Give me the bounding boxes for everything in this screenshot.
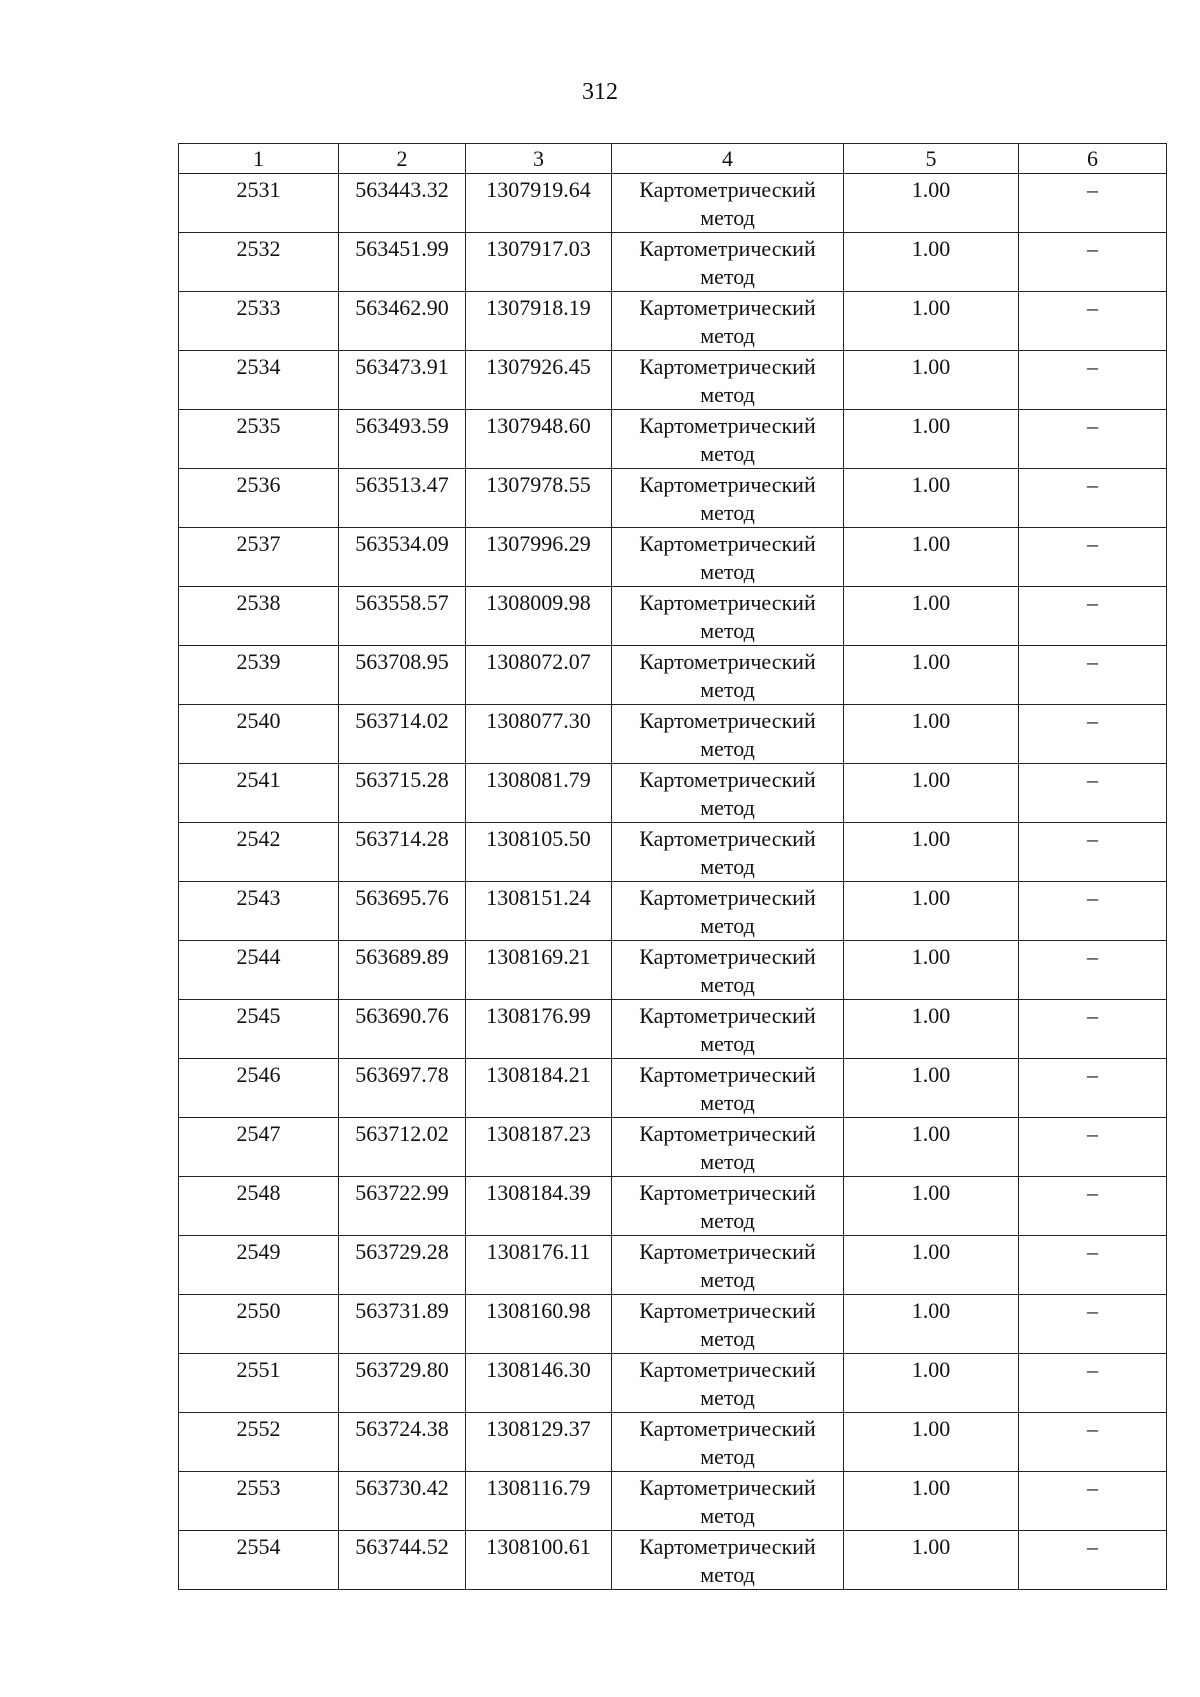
- method-cell: [612, 174, 844, 233]
- method-text-line2: метод: [700, 323, 755, 348]
- y-coordinate-cell: 1308169.21: [466, 941, 612, 1000]
- y-coordinate-cell: 1308129.37: [466, 1413, 612, 1472]
- point-number-cell: 2552: [179, 1413, 339, 1472]
- column-header-1: 1: [179, 144, 339, 174]
- accuracy-cell: 1.00: [844, 1531, 1019, 1590]
- x-coordinate-cell: 563708.95: [339, 646, 466, 705]
- x-coordinate-cell: 563731.89: [339, 1295, 466, 1354]
- column-header-2: 2: [339, 144, 466, 174]
- method-text-line1: Картометрический: [639, 472, 816, 497]
- point-number-cell: 2533: [179, 292, 339, 351]
- x-coordinate-cell: 563715.28: [339, 764, 466, 823]
- method-text-line2: метод: [700, 736, 755, 761]
- x-coordinate-cell: 563558.57: [339, 587, 466, 646]
- note-cell: –: [1019, 1413, 1167, 1472]
- y-coordinate-cell: 1308081.79: [466, 764, 612, 823]
- accuracy-cell: 1.00: [844, 1000, 1019, 1059]
- method-text-line1: Картометрический: [639, 177, 816, 202]
- x-coordinate-cell: 563513.47: [339, 469, 466, 528]
- y-coordinate-cell: 1307978.55: [466, 469, 612, 528]
- method-text-line1: Картометрический: [639, 590, 816, 615]
- y-coordinate-cell: 1307919.64: [466, 174, 612, 233]
- y-coordinate-cell: 1308151.24: [466, 882, 612, 941]
- column-header-6: 6: [1019, 144, 1167, 174]
- point-number-cell: 2547: [179, 1118, 339, 1177]
- method-cell: [612, 587, 844, 646]
- method-text-line2: метод: [700, 1267, 755, 1292]
- method-text-line1: Картометрический: [639, 1534, 816, 1559]
- accuracy-cell: 1.00: [844, 410, 1019, 469]
- method-cell: [612, 1118, 844, 1177]
- column-header-5: 5: [844, 144, 1019, 174]
- table-row: [179, 410, 1167, 469]
- accuracy-cell: 1.00: [844, 705, 1019, 764]
- method-text-line1: Картометрический: [639, 413, 816, 438]
- method-text-line1: Картометрический: [639, 1298, 816, 1323]
- note-cell: –: [1019, 587, 1167, 646]
- method-text-line2: метод: [700, 205, 755, 230]
- y-coordinate-cell: 1308072.07: [466, 646, 612, 705]
- y-coordinate-cell: 1308116.79: [466, 1472, 612, 1531]
- point-number-cell: 2537: [179, 528, 339, 587]
- method-text-line1: Картометрический: [639, 354, 816, 379]
- x-coordinate-cell: 563695.76: [339, 882, 466, 941]
- point-number-cell: 2534: [179, 351, 339, 410]
- y-coordinate-cell: 1308009.98: [466, 587, 612, 646]
- note-cell: –: [1019, 1472, 1167, 1531]
- method-cell: [612, 1000, 844, 1059]
- point-number-cell: 2535: [179, 410, 339, 469]
- method-cell: [612, 646, 844, 705]
- accuracy-cell: 1.00: [844, 823, 1019, 882]
- x-coordinate-cell: 563462.90: [339, 292, 466, 351]
- point-number-cell: 2553: [179, 1472, 339, 1531]
- point-number-cell: 2548: [179, 1177, 339, 1236]
- note-cell: –: [1019, 1000, 1167, 1059]
- table-row: [179, 882, 1167, 941]
- method-cell: [612, 1177, 844, 1236]
- accuracy-cell: 1.00: [844, 292, 1019, 351]
- note-cell: –: [1019, 705, 1167, 764]
- accuracy-cell: 1.00: [844, 351, 1019, 410]
- method-text-line1: Картометрический: [639, 649, 816, 674]
- x-coordinate-cell: 563451.99: [339, 233, 466, 292]
- method-text-line1: Картометрический: [639, 767, 816, 792]
- note-cell: –: [1019, 1354, 1167, 1413]
- table-row: [179, 823, 1167, 882]
- method-text-line1: Картометрический: [639, 885, 816, 910]
- x-coordinate-cell: 563714.02: [339, 705, 466, 764]
- method-cell: [612, 941, 844, 1000]
- x-coordinate-cell: 563697.78: [339, 1059, 466, 1118]
- method-cell: [612, 292, 844, 351]
- method-text-line2: метод: [700, 618, 755, 643]
- method-text-line1: Картометрический: [639, 236, 816, 261]
- point-number-cell: 2542: [179, 823, 339, 882]
- method-cell: [612, 823, 844, 882]
- method-cell: [612, 705, 844, 764]
- table-row: [179, 941, 1167, 1000]
- y-coordinate-cell: 1308077.30: [466, 705, 612, 764]
- method-text-line1: Картометрический: [639, 1357, 816, 1382]
- page-number: 312: [582, 79, 618, 105]
- method-cell: [612, 764, 844, 823]
- method-text-line2: метод: [700, 382, 755, 407]
- note-cell: –: [1019, 1295, 1167, 1354]
- accuracy-cell: 1.00: [844, 528, 1019, 587]
- column-header-4: 4: [612, 144, 844, 174]
- method-text-line1: Картометрический: [639, 1180, 816, 1205]
- note-cell: –: [1019, 351, 1167, 410]
- table-row: [179, 1531, 1167, 1590]
- y-coordinate-cell: 1308176.99: [466, 1000, 612, 1059]
- method-cell: [612, 1059, 844, 1118]
- table-row: [179, 646, 1167, 705]
- method-text-line1: Картометрический: [639, 1416, 816, 1441]
- method-cell: [612, 882, 844, 941]
- accuracy-cell: 1.00: [844, 1177, 1019, 1236]
- method-text-line1: Картометрический: [639, 1475, 816, 1500]
- accuracy-cell: 1.00: [844, 646, 1019, 705]
- accuracy-cell: 1.00: [844, 1354, 1019, 1413]
- note-cell: –: [1019, 764, 1167, 823]
- x-coordinate-cell: 563534.09: [339, 528, 466, 587]
- note-cell: –: [1019, 1118, 1167, 1177]
- note-cell: –: [1019, 941, 1167, 1000]
- x-coordinate-cell: 563724.38: [339, 1413, 466, 1472]
- accuracy-cell: 1.00: [844, 1413, 1019, 1472]
- x-coordinate-cell: 563712.02: [339, 1118, 466, 1177]
- method-text-line1: Картометрический: [639, 826, 816, 851]
- note-cell: –: [1019, 410, 1167, 469]
- x-coordinate-cell: 563689.89: [339, 941, 466, 1000]
- method-cell: [612, 410, 844, 469]
- y-coordinate-cell: 1308184.39: [466, 1177, 612, 1236]
- accuracy-cell: 1.00: [844, 174, 1019, 233]
- table-row: [179, 1000, 1167, 1059]
- table-row: [179, 1472, 1167, 1531]
- note-cell: –: [1019, 1059, 1167, 1118]
- note-cell: –: [1019, 174, 1167, 233]
- point-number-cell: 2531: [179, 174, 339, 233]
- accuracy-cell: 1.00: [844, 233, 1019, 292]
- method-text-line2: метод: [700, 1326, 755, 1351]
- note-cell: –: [1019, 646, 1167, 705]
- point-number-cell: 2545: [179, 1000, 339, 1059]
- table-row: [179, 1059, 1167, 1118]
- table-body: [179, 174, 1167, 1590]
- method-text-line1: Картометрический: [639, 1121, 816, 1146]
- x-coordinate-cell: 563493.59: [339, 410, 466, 469]
- method-text-line2: метод: [700, 1444, 755, 1469]
- method-text-line2: метод: [700, 1208, 755, 1233]
- method-cell: [612, 233, 844, 292]
- y-coordinate-cell: 1307926.45: [466, 351, 612, 410]
- method-cell: [612, 1531, 844, 1590]
- x-coordinate-cell: 563729.28: [339, 1236, 466, 1295]
- accuracy-cell: 1.00: [844, 941, 1019, 1000]
- method-text-line1: Картометрический: [639, 1003, 816, 1028]
- method-text-line2: метод: [700, 264, 755, 289]
- method-cell: [612, 1354, 844, 1413]
- method-text-line1: Картометрический: [639, 944, 816, 969]
- note-cell: –: [1019, 1236, 1167, 1295]
- note-cell: –: [1019, 469, 1167, 528]
- accuracy-cell: 1.00: [844, 1472, 1019, 1531]
- point-number-cell: 2543: [179, 882, 339, 941]
- method-cell: [612, 1295, 844, 1354]
- accuracy-cell: 1.00: [844, 1295, 1019, 1354]
- method-text-line2: метод: [700, 972, 755, 997]
- note-cell: –: [1019, 823, 1167, 882]
- accuracy-cell: 1.00: [844, 587, 1019, 646]
- column-header-3: 3: [466, 144, 612, 174]
- accuracy-cell: 1.00: [844, 1236, 1019, 1295]
- method-text-line1: Картометрический: [639, 708, 816, 733]
- point-number-cell: 2541: [179, 764, 339, 823]
- method-text-line2: метод: [700, 854, 755, 879]
- table-row: [179, 351, 1167, 410]
- point-number-cell: 2551: [179, 1354, 339, 1413]
- method-text-line2: метод: [700, 1031, 755, 1056]
- method-text-line2: метод: [700, 1149, 755, 1174]
- method-text-line2: метод: [700, 559, 755, 584]
- accuracy-cell: 1.00: [844, 764, 1019, 823]
- x-coordinate-cell: 563473.91: [339, 351, 466, 410]
- table-header-row: [179, 144, 1167, 174]
- table-row: [179, 1177, 1167, 1236]
- y-coordinate-cell: 1308187.23: [466, 1118, 612, 1177]
- table-row: [179, 705, 1167, 764]
- y-coordinate-cell: 1308160.98: [466, 1295, 612, 1354]
- point-number-cell: 2538: [179, 587, 339, 646]
- table-row: [179, 1354, 1167, 1413]
- y-coordinate-cell: 1307996.29: [466, 528, 612, 587]
- x-coordinate-cell: 563690.76: [339, 1000, 466, 1059]
- accuracy-cell: 1.00: [844, 1118, 1019, 1177]
- x-coordinate-cell: 563714.28: [339, 823, 466, 882]
- method-text-line2: метод: [700, 1562, 755, 1587]
- y-coordinate-cell: 1307918.19: [466, 292, 612, 351]
- table-row: [179, 1413, 1167, 1472]
- method-text-line2: метод: [700, 913, 755, 938]
- table-row: [179, 764, 1167, 823]
- method-text-line2: метод: [700, 1385, 755, 1410]
- y-coordinate-cell: 1307948.60: [466, 410, 612, 469]
- x-coordinate-cell: 563722.99: [339, 1177, 466, 1236]
- table-header: [179, 144, 1167, 174]
- method-text-line2: метод: [700, 441, 755, 466]
- table-row: [179, 528, 1167, 587]
- x-coordinate-cell: 563744.52: [339, 1531, 466, 1590]
- point-number-cell: 2546: [179, 1059, 339, 1118]
- table-row: [179, 587, 1167, 646]
- note-cell: –: [1019, 233, 1167, 292]
- x-coordinate-cell: 563729.80: [339, 1354, 466, 1413]
- x-coordinate-cell: 563443.32: [339, 174, 466, 233]
- method-cell: [612, 469, 844, 528]
- x-coordinate-cell: 563730.42: [339, 1472, 466, 1531]
- method-cell: [612, 528, 844, 587]
- note-cell: –: [1019, 292, 1167, 351]
- method-cell: [612, 351, 844, 410]
- method-cell: [612, 1413, 844, 1472]
- note-cell: –: [1019, 882, 1167, 941]
- y-coordinate-cell: 1308176.11: [466, 1236, 612, 1295]
- method-text-line2: метод: [700, 1090, 755, 1115]
- table-row: [179, 469, 1167, 528]
- y-coordinate-cell: 1308100.61: [466, 1531, 612, 1590]
- table-row: [179, 1295, 1167, 1354]
- table-row: [179, 174, 1167, 233]
- point-number-cell: 2532: [179, 233, 339, 292]
- y-coordinate-cell: 1307917.03: [466, 233, 612, 292]
- point-number-cell: 2554: [179, 1531, 339, 1590]
- method-text-line2: метод: [700, 677, 755, 702]
- accuracy-cell: 1.00: [844, 1059, 1019, 1118]
- note-cell: –: [1019, 1531, 1167, 1590]
- table-row: [179, 292, 1167, 351]
- method-text-line2: метод: [700, 1503, 755, 1528]
- accuracy-cell: 1.00: [844, 882, 1019, 941]
- point-number-cell: 2550: [179, 1295, 339, 1354]
- y-coordinate-cell: 1308146.30: [466, 1354, 612, 1413]
- method-text-line1: Картометрический: [639, 1062, 816, 1087]
- method-text-line2: метод: [700, 500, 755, 525]
- y-coordinate-cell: 1308184.21: [466, 1059, 612, 1118]
- point-number-cell: 2549: [179, 1236, 339, 1295]
- y-coordinate-cell: 1308105.50: [466, 823, 612, 882]
- method-text-line1: Картометрический: [639, 531, 816, 556]
- method-text-line2: метод: [700, 795, 755, 820]
- point-number-cell: 2536: [179, 469, 339, 528]
- note-cell: –: [1019, 528, 1167, 587]
- method-text-line1: Картометрический: [639, 295, 816, 320]
- table-row: [179, 1236, 1167, 1295]
- table-row: [179, 1118, 1167, 1177]
- point-number-cell: 2539: [179, 646, 339, 705]
- accuracy-cell: 1.00: [844, 469, 1019, 528]
- table-row: [179, 233, 1167, 292]
- method-cell: [612, 1236, 844, 1295]
- coordinates-table: [178, 143, 1167, 1590]
- method-cell: [612, 1472, 844, 1531]
- point-number-cell: 2544: [179, 941, 339, 1000]
- note-cell: –: [1019, 1177, 1167, 1236]
- method-text-line1: Картометрический: [639, 1239, 816, 1264]
- point-number-cell: 2540: [179, 705, 339, 764]
